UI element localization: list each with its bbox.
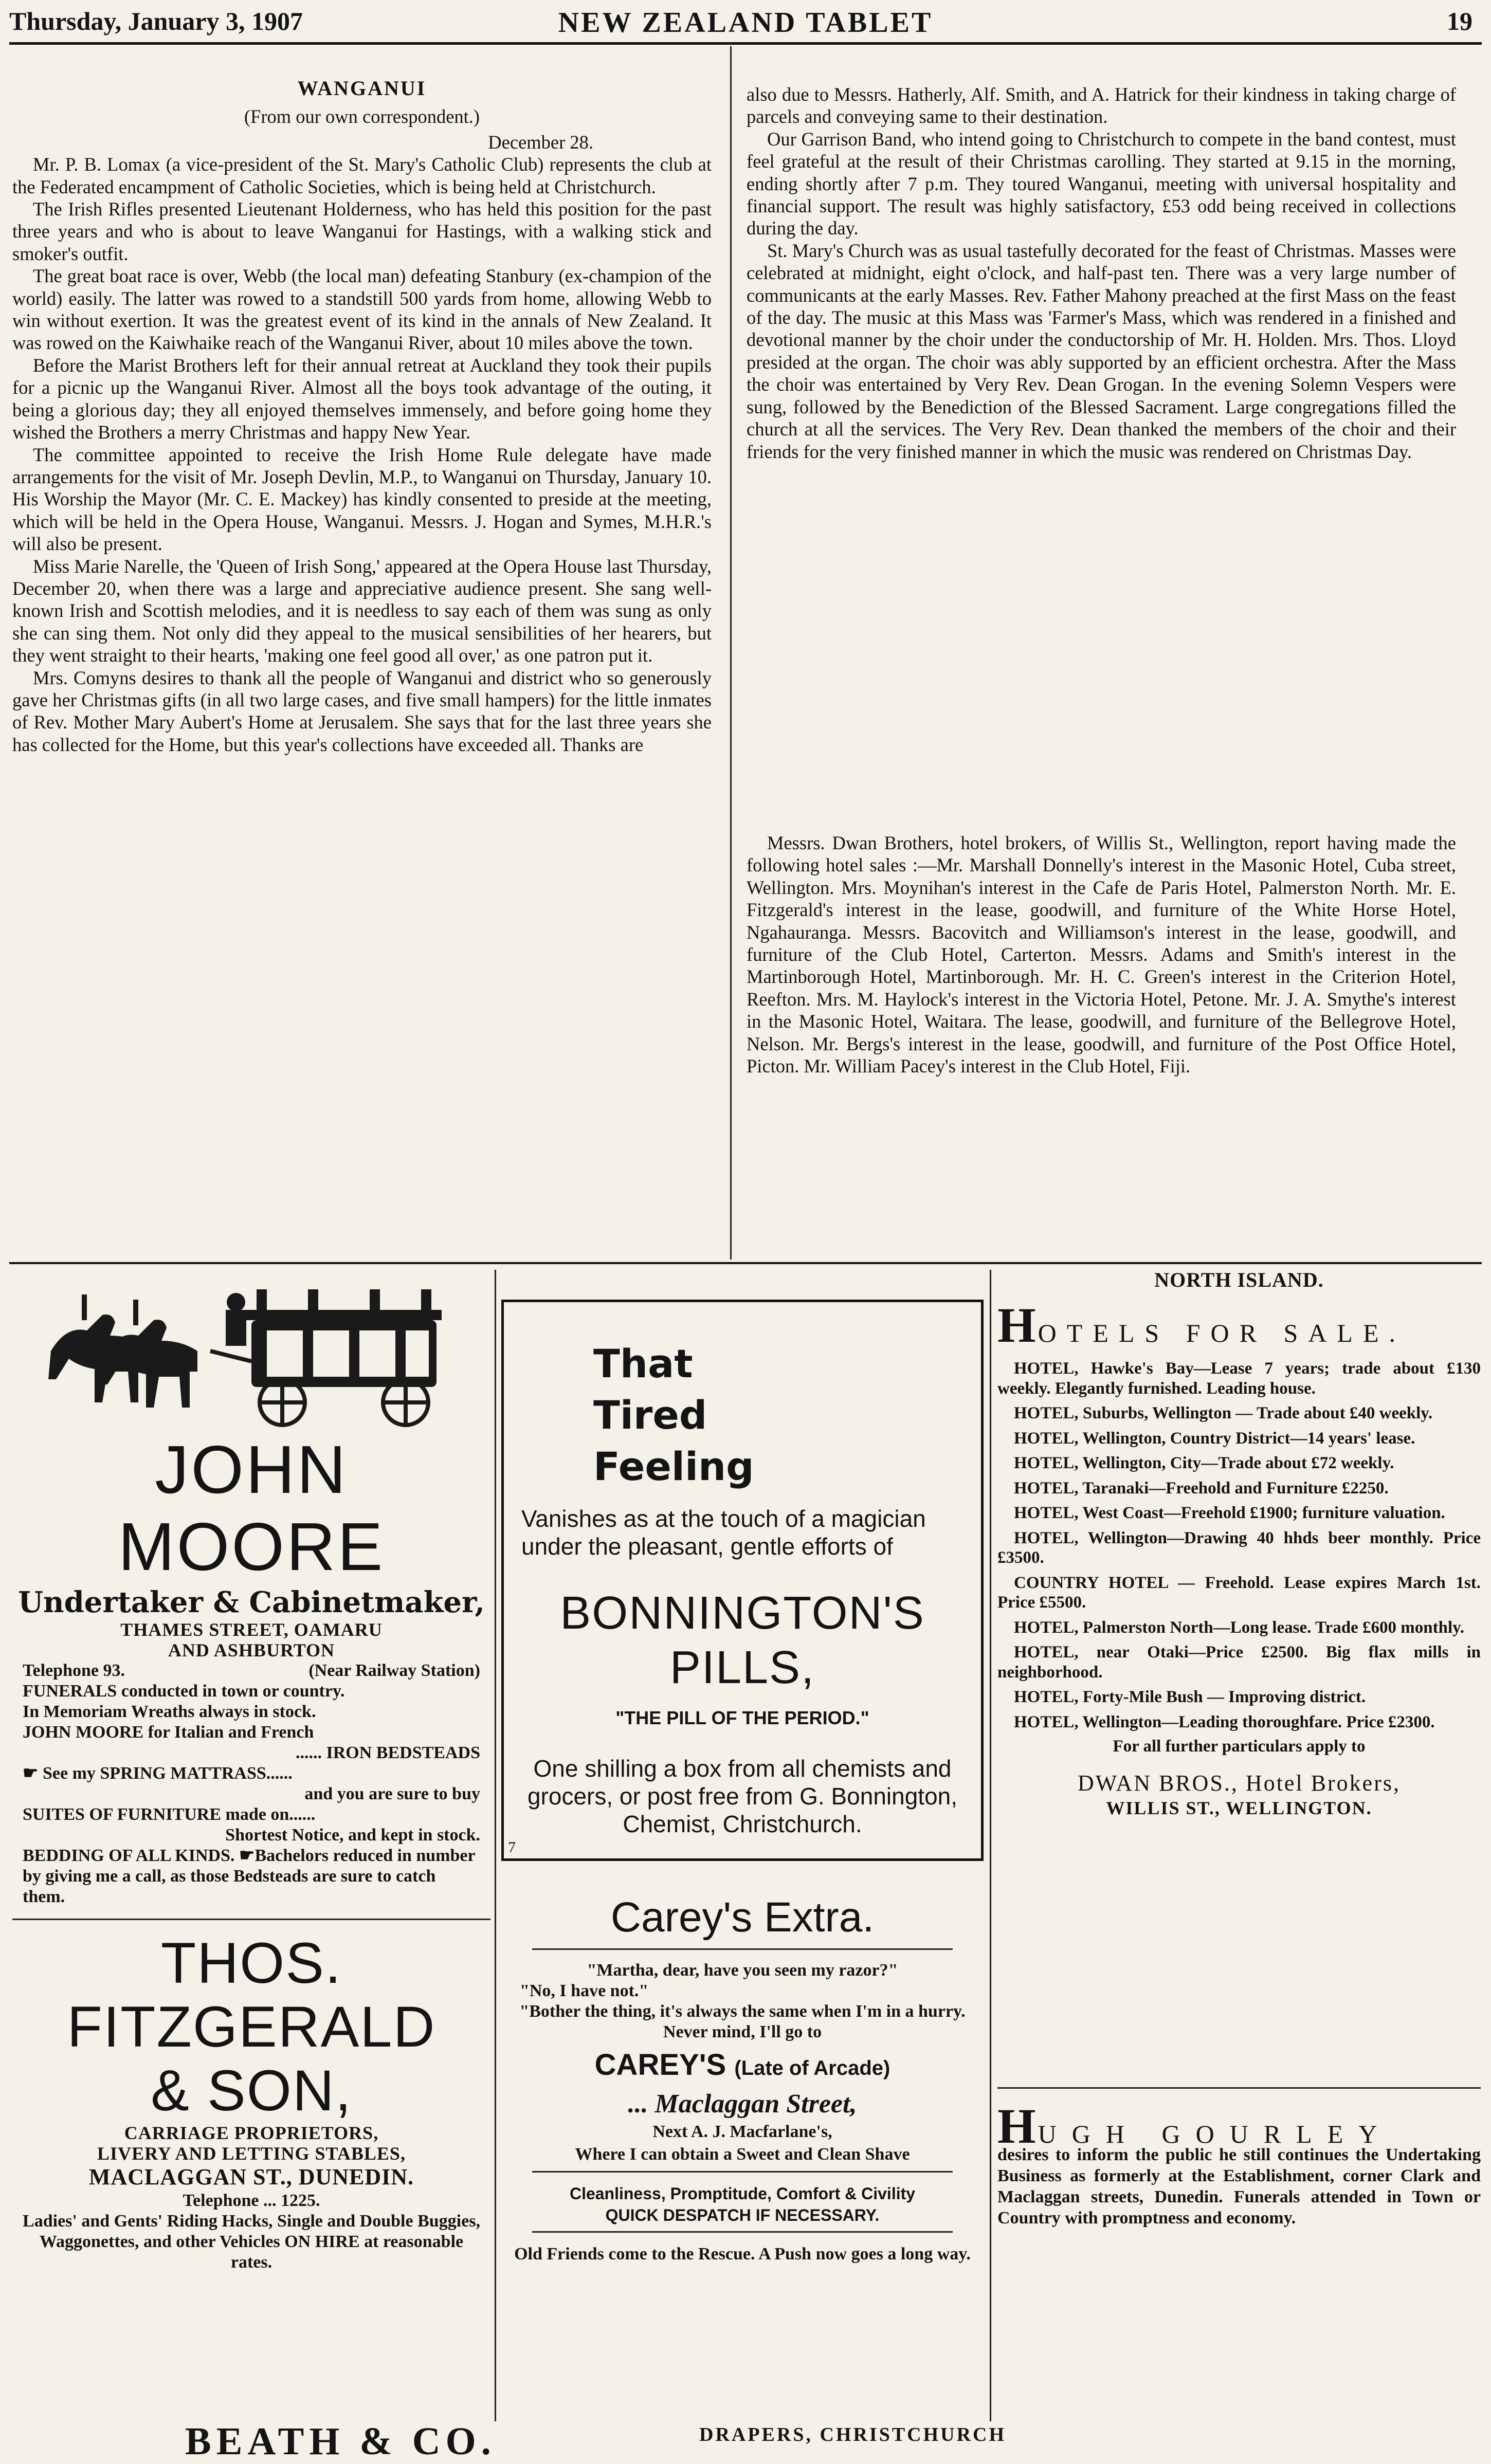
advertiser-name: & SON,: [151, 2058, 352, 2123]
location-note: (Near Railway Station): [308, 1661, 480, 1680]
ad-headline-text: UGH GOURLEY: [1038, 2120, 1393, 2148]
paragraph: Messrs. Dwan Brothers, hotel brokers, of Willis St., Wellington, report having made the following hotel sales :—Mr. Marshall Donnelly's interest in the Masonic Hotel, Cuba street, Wellington. Mrs. Moynihan's interest in the Cafe de Paris Hotel, Palmerston North. Mr. E. Fitzgerald's interest in the lease, goodwill, and furniture of the White Horse Hotel, Ngahauranga. Messrs. Bacovitch and Williamson's interest in the lease, goodwill, and furniture of the Club Hotel, Carterton. Messrs. Adams and Smith's interest in the Martinborough Hotel, Martinborough. Mr. H. C. Green's interest in the Criterion Hotel, Reefton. Mrs. M. Haylock's interest in the Victoria Hotel, Petone. Mr. J. A. Smythe's interest in the Masonic Hotel, Waitara. The lease, goodwill, and furniture of the Bellegrove Hotel, Nelson. Mr. Bergs's interest in the lease, goodwill, and furniture of the Post Office Hotel, Picton. Mr. William Pacey's interest in the Club Hotel, Fiji.: [747, 832, 1456, 1077]
cut-off-advert-strip: [154, 2420, 1007, 2463]
issue-date: Thursday, January 3, 1907: [9, 7, 303, 35]
ad-headline: Carey's Extra.: [610, 1894, 875, 1941]
advertiser-trade: Undertaker & Cabinetmaker,: [18, 1585, 485, 1619]
paragraph: Our Garrison Band, who intend going to Christchurch to compete in the band contest, must feel grateful at the result of their Christmas carolling. They started at 9.15 in the morning, ending shortly after 7 p.m. They toured Wanganui, meeting with universal hospitality and financial support. The result was highly satisfactory, £53 odd being received in collections during the day.: [747, 128, 1456, 239]
ad-footer: One shilling a box from all chemists and grocers, or post free from G. Bonnington, Chemist, Christchurch.: [527, 1755, 958, 1837]
hotel-listing: HOTEL, Suburbs, Wellington — Trade about £40 weekly.: [1014, 1404, 1433, 1422]
address-line: ... Maclaggan Street,: [628, 2089, 857, 2119]
hotel-listing: HOTEL, West Coast—Freehold £1900; furniture valuation.: [1014, 1504, 1445, 1522]
ad-line: JOHN MOORE for Italian and French: [23, 1723, 314, 1742]
article-wanganui-right: [747, 83, 1456, 772]
ad-john-moore: [12, 1270, 490, 2432]
paragraph: The committee appointed to receive the Irish Home Rule delegate have made arrangements for the visit of Mr. Joseph Devlin, M.P., to Wanganui on Thursday, January 10. His Worship the Mayor (Mr. C. E. Mackey) has kindly consented to preside at the meeting, which will be held in the Opera House, Wanganui. Messrs. J. Hogan and Symes, M.H.R.'s will also be present.: [12, 444, 712, 555]
paragraph: Mrs. Comyns desires to thank all the people of Wanganui and district who so generously gave her Christmas gifts (in all two large cases, and five small hampers) for the little inmates of Rev. Mother Mary Aubert's Home at Jerusalem. She says that for the last three years she has collected for the Home, but this year's collections have exceeded all. Thanks are: [12, 667, 712, 755]
phone-row: [12, 1660, 490, 1681]
column-divider: [730, 46, 732, 1260]
hotel-listing: HOTEL, Forty-Mile Bush — Improving district.: [1014, 1688, 1366, 1706]
ad-divider: [532, 1948, 953, 1950]
drop-cap: H: [997, 1298, 1038, 1353]
ad-line: In Memoriam Wreaths always in stock.: [23, 1702, 316, 1721]
phone-number: Telephone ... 1225.: [183, 2191, 320, 2210]
address-line: MACLAGGAN ST., DUNEDIN.: [88, 2164, 414, 2189]
paragraph: Miss Marie Narelle, the 'Queen of Irish Song,' appeared at the Opera House last Thursday, December 20, when there was a large and appreciative audience present. She sang well-known Irish and Scottish melodies, and it is needless to say each of them was sung as only she can sing them. Not only did they appeal to the musical sensibilities of her hearers, but they went straight to their hearts, 'making one feel good all over,' as one patron put it.: [12, 555, 712, 666]
advertiser-name: THOS. FITZGERALD: [67, 1931, 436, 2059]
ad-headline: That: [593, 1341, 693, 1386]
article-wanganui-left: [12, 77, 712, 1244]
ad-line: and you are sure to buy: [304, 1784, 480, 1803]
masthead: [9, 4, 1482, 38]
ad-line: ...... IRON BEDSTEADS: [296, 1743, 480, 1762]
ad-line: Next A. J. Macfarlane's,: [652, 2122, 832, 2141]
cut-off-advert-left: BEATH & CO.: [185, 2420, 496, 2463]
ad-line: "Martha, dear, have you seen my razor?": [587, 1961, 898, 1980]
hotel-sales-notice: [747, 832, 1456, 1253]
ad-line: QUICK DESPATCH IF NECESSARY.: [605, 2206, 880, 2224]
region-heading: NORTH ISLAND.: [1154, 1268, 1324, 1291]
ad-headline: [997, 1297, 1481, 1354]
paragraph: The Irish Rifles presented Lieutenant Holderness, who has held this position for the past three years and who is about to leave Wanganui for Hastings, with a walking stick and smoker's outfit.: [12, 198, 712, 264]
ad-divider: [532, 2171, 953, 2173]
ad-line: For all further particulars apply to: [1113, 1737, 1366, 1756]
ad-hugh-gourley: [997, 2097, 1481, 2406]
hotel-listing: HOTEL, Wellington, Country District—14 years' lease.: [1014, 1429, 1415, 1448]
ad-divider: [997, 2087, 1481, 2089]
drop-cap: H: [997, 2098, 1038, 2153]
hotel-listing: HOTEL, Palmerston North—Long lease. Trade £600 monthly.: [1014, 1618, 1465, 1637]
hotel-listing: HOTEL, near Otaki—Price £2500. Big flax mills in neighborhood.: [997, 1643, 1481, 1682]
ad-line: Shortest Notice, and kept in stock.: [225, 1826, 480, 1845]
ad-divider: [12, 1919, 490, 1920]
ad-line: Where I can obtain a Sweet and Clean Shave: [575, 2145, 910, 2164]
paragraph: also due to Messrs. Hatherly, Alf. Smith, and A. Hatrick for their kindness in taking charge of parcels and conveying same to their destination.: [747, 84, 1456, 127]
hotel-listing: HOTEL, Wellington—Drawing 40 hhds beer monthly. Price £3500.: [997, 1528, 1481, 1567]
ad-headline: Feeling: [593, 1444, 754, 1489]
brand-note: (Late of Arcade): [734, 2057, 890, 2079]
page-number: 19: [1447, 7, 1472, 35]
address-line: AND ASHBURTON: [168, 1640, 335, 1660]
brand-name: [501, 2046, 984, 2088]
paragraph: The great boat race is over, Webb (the local man) defeating Stanbury (ex-champion of the world) easily. The latter was rowed to a standstill 500 yards from home, allowing Webb to win without exertion. It was the greatest event of its kind in the annals of New Zealand. It was rowed on the Kaiwhaike reach of the Wanganui River, about 10 miles above the town.: [12, 265, 712, 354]
masthead-rule: [9, 42, 1482, 45]
ad-body: desires to inform the public he still continues the Undertaking Business as formerly at the Establishment, corner Clark and Maclaggan streets, Dunedin. Funerals attended in Town or Country with promptness and economy.: [997, 2145, 1481, 2228]
phone-number: Telephone 93.: [23, 1661, 125, 1680]
broker-address: WILLIS ST., WELLINGTON.: [1106, 1798, 1372, 1818]
ad-hotels-for-sale: [997, 1270, 1481, 2082]
brand-name: BONNINGTON'S: [560, 1587, 925, 1639]
paragraph: Mr. P. B. Lomax (a vice-president of the St. Mary's Catholic Club) represents the club at the Federated encampment of Catholic Societies, which is being held at Christchurch.: [12, 154, 712, 197]
brand-name-text: CAREY'S: [594, 2048, 726, 2082]
advertiser-trade: LIVERY AND LETTING STABLES,: [97, 2143, 406, 2164]
hotel-listing: HOTEL, Wellington—Leading thoroughfare. Price £2300.: [1014, 1712, 1435, 1731]
hotel-listing: HOTEL, Wellington, City—Trade about £72 weekly.: [1014, 1454, 1394, 1472]
ad-divider: [532, 2231, 953, 2233]
ad-line: Cleanliness, Promptitude, Comfort & Civility: [569, 2184, 916, 2203]
hotel-listing: HOTEL, Taranaki—Freehold and Furniture £2250.: [1014, 1479, 1389, 1498]
advertiser-name: JOHN MOORE: [118, 1432, 385, 1584]
hotel-listing: HOTEL, Hawke's Bay—Lease 7 years; trade about £130 weekly. Elegantly furnished. Leading house.: [997, 1359, 1481, 1398]
cut-off-advert-right: DRAPERS, CHRISTCHURCH: [699, 2424, 1007, 2445]
ad-line: "No, I have not.": [520, 1981, 649, 2000]
newspaper-title: NEW ZEALAND TABLET: [558, 7, 933, 39]
ad-line: SUITES OF FURNITURE made on......: [23, 1805, 316, 1824]
address-line: THAMES STREET, OAMARU: [120, 1619, 383, 1640]
article-subheading: (From our own correspondent.): [244, 106, 480, 127]
section-rule: [9, 1262, 1482, 1264]
paragraph: St. Mary's Church was as usual tastefully decorated for the feast of Christmas. Masses were celebrated at midnight, eight o'clock, and half-past ten. There was a very large number of communicants at the early Masses. Rev. Father Mahony preached at the first Mass on the feast of the day. The music at this Mass was 'Farmer's Mass, which was rendered in a finished and devotional manner by the choir under the conductorship of Mr. H. Holden. Mrs. Thos. Lloyd presided at the organ. The choir was ably supported by an efficient orchestra. After the Mass the choir was entertained by Very Rev. Dean Grogan. In the evening Solemn Vespers were sung, followed by the Benediction of the Blessed Sacrament. Large congregations filled the church at all the services. The Very Rev. Dean thanked the members of the choir and their friends for the very finished manner in which the music was rendered on Christmas Day.: [747, 240, 1456, 462]
article-heading: WANGANUI: [297, 77, 427, 100]
hotel-listing: COUNTRY HOTEL — Freehold. Lease expires March 1st. Price £5500.: [997, 1573, 1481, 1612]
paragraph: Before the Marist Brothers left for their annual retreat at Auckland they took their pupils for a picnic up the Wanganui River. Almost all the boys took advantage of the outing, it being a glorious day; they all enjoyed themselves immensely, and before going home they wished the Brothers a merry Christmas and happy New Year.: [12, 354, 712, 443]
ad-line: Ladies' and Gents' Riding Hacks, Single and Double Buggies, Waggonettes, and other Vehicles ON HIRE at reasonable rates.: [23, 2212, 480, 2272]
ad-careys-extra: [501, 1892, 984, 2344]
ad-headline-text: OTELS FOR SALE.: [1038, 1319, 1406, 1347]
ad-line: FUNERALS conducted in town or country.: [23, 1682, 345, 1701]
ad-ref-number: 7: [508, 1839, 516, 1856]
ad-headline: Tired: [593, 1392, 707, 1438]
brand-name: PILLS,: [669, 1642, 815, 1693]
article-dateline: December 28.: [488, 131, 593, 153]
ad-bonningtons-pills: [501, 1300, 984, 1861]
ad-line: BEDDING OF ALL KINDS. ☛Bachelors reduced in number by giving me a call, as those Bedsteads are sure to catch them.: [23, 1846, 475, 1906]
broker-name: DWAN BROS., Hotel Brokers,: [1078, 1771, 1401, 1796]
column-divider: [990, 1270, 991, 2421]
ad-tagline: "THE PILL OF THE PERIOD.": [615, 1707, 869, 1728]
column-divider: [495, 1270, 496, 2421]
ad-line: ☛ See my SPRING MATTRASS......: [23, 1764, 293, 1783]
hearse-illustration: [41, 1274, 462, 1428]
ad-line: "Bother the thing, it's always the same when I'm in a hurry. Never mind, I'll go to: [519, 2002, 966, 2041]
ad-body: Vanishes as at the touch of a magician under the pleasant, gentle efforts of: [521, 1505, 926, 1560]
advertiser-trade: CARRIAGE PROPRIETORS,: [124, 2123, 379, 2143]
ad-line: Old Friends come to the Rescue. A Push now goes a long way.: [514, 2244, 971, 2264]
